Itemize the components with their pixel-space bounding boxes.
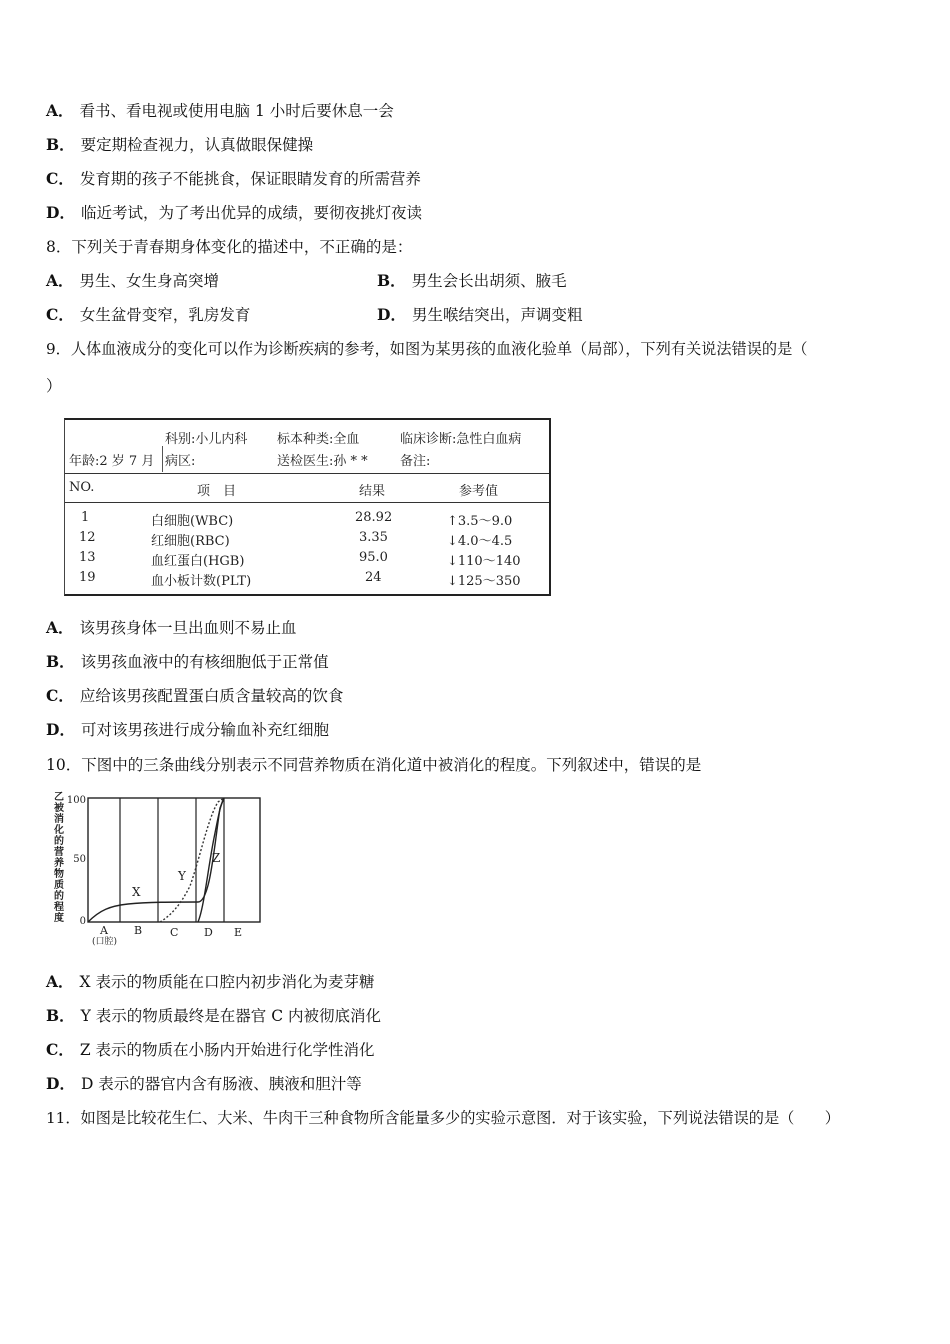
y-axis-label-char: 度: [54, 913, 64, 924]
q8-option-a: A． 男生、女生身高突增: [46, 271, 220, 290]
table-divider: [162, 446, 163, 472]
curve-label-z: Z: [212, 851, 221, 865]
blood-test-table: [64, 418, 551, 596]
table-row-item: 白细胞(WBC): [151, 514, 234, 529]
table-dept: 科别:小儿内科: [165, 432, 248, 447]
table-row-item: 血小板计数(PLT): [151, 574, 252, 589]
table-row-ref: ↑3.5～9.0: [447, 514, 513, 529]
y-axis-label-char: 的: [54, 891, 64, 902]
q7-option-b: B． 要定期检查视力，认真做眼保健操: [46, 135, 314, 154]
table-row-item: 血红蛋白(HGB): [151, 554, 245, 569]
table-row-no: 13: [79, 550, 96, 565]
table-row-result: 28.92: [355, 510, 393, 525]
table-ward: 病区:: [165, 454, 196, 469]
y-tick-50: 50: [73, 854, 86, 865]
section-label-b: B: [134, 924, 143, 937]
table-row-result: 24: [365, 570, 382, 585]
y-axis-label-char: 物: [54, 869, 64, 880]
table-row-result: 95.0: [359, 550, 388, 565]
table-row-ref: ↓125～350: [447, 574, 521, 589]
table-header-result: 结果: [359, 484, 386, 499]
section-label-e: E: [234, 926, 243, 939]
q7-option-d: D． 临近考试，为了考出优异的成绩，要彻夜挑灯夜读: [46, 203, 422, 222]
q8-option-b: B． 男生会长出胡须、腋毛: [377, 271, 567, 290]
table-row-no: 19: [79, 570, 96, 585]
table-age: 年龄:2 岁 7 月: [69, 454, 155, 469]
y-axis-label-char: 化: [54, 825, 64, 836]
table-rule-top: [65, 473, 549, 474]
q11-stem: 11．如图是比较花生仁、大米、牛肉干三种食物所含能量多少的实验示意图．对于该实验，下列说法错误的是（ ）: [46, 1109, 840, 1127]
table-rule-header: [65, 502, 549, 503]
q8-option-d: D． 男生喉结突出，声调变粗: [377, 305, 583, 324]
y-tick-100: 100: [66, 795, 86, 806]
curve-label-y: Y: [178, 869, 186, 883]
q9-option-c: C． 应给该男孩配置蛋白质含量较高的饮食: [46, 686, 344, 705]
y-axis-label-char: 被: [54, 803, 64, 814]
y-axis-label: [53, 791, 65, 924]
table-diagnosis: 临床诊断:急性白血病: [400, 432, 522, 447]
section-label-c: C: [170, 926, 179, 939]
table-row-result: 3.35: [359, 530, 388, 545]
q8-option-c: C． 女生盆骨变窄，乳房发育: [46, 305, 251, 324]
y-axis-label-char: 乙: [54, 792, 64, 803]
y-axis-label-char: 程: [54, 902, 64, 913]
y-axis-label-char: 的: [54, 836, 64, 847]
q9-stem-line1: 9．人体血液成分的变化可以作为诊断疾病的参考，如图为某男孩的血液化验单（局部），下列有关说法错误的是（: [46, 340, 808, 358]
q10-option-c: C． Z 表示的物质在小肠内开始进行化学性消化: [46, 1040, 375, 1059]
section-label-d: D: [204, 926, 213, 939]
mouth-label: (口腔): [92, 937, 118, 947]
y-axis-label-char: 养: [54, 858, 64, 869]
table-sample: 标本种类:全血: [277, 432, 360, 447]
q8-stem: 8．下列关于青春期身体变化的描述中，不正确的是：: [46, 238, 413, 256]
table-remark: 备注:: [400, 454, 431, 469]
table-row-item: 红细胞(RBC): [151, 534, 230, 549]
q9-option-b: B． 该男孩血液中的有核细胞低于正常值: [46, 652, 329, 671]
curve-x: [88, 798, 224, 922]
q10-stem: 10．下图中的三条曲线分别表示不同营养物质在消化道中被消化的程度。下列叙述中，错误的是: [46, 756, 702, 774]
table-row-ref: ↓110～140: [447, 554, 521, 569]
q9-option-a: A． 该男孩身体一旦出血则不易止血: [46, 618, 297, 637]
q7-option-c: C． 发育期的孩子不能挑食，保证眼睛发育的所需营养: [46, 169, 421, 188]
table-row-no: 1: [81, 510, 90, 525]
q9-option-d: D． 可对该男孩进行成分输血补充红细胞: [46, 720, 329, 739]
y-axis-label-char: 消: [54, 814, 64, 825]
table-doctor: 送检医生:孙 * *: [277, 454, 368, 469]
y-axis-label-char: 质: [54, 880, 64, 891]
q9-stem-line2: ）: [46, 377, 62, 395]
digestion-chart: [48, 788, 268, 948]
q7-option-a: A． 看书、看电视或使用电脑 1 小时后要休息一会: [46, 101, 394, 120]
table-header-no: NO.: [69, 480, 95, 495]
y-axis-label-char: 营: [54, 847, 64, 858]
table-header-item: 项 目: [197, 484, 237, 499]
plot-frame: [88, 798, 260, 922]
q10-option-a: A． X 表示的物质能在口腔内初步消化为麦芽糖: [46, 972, 375, 991]
section-label-a: A: [100, 924, 108, 937]
curve-label-x: X: [132, 885, 141, 899]
table-header-ref: 参考值: [459, 484, 499, 499]
table-row-ref: ↓4.0～4.5: [447, 534, 513, 549]
y-tick-0: 0: [79, 916, 86, 927]
table-row-no: 12: [79, 530, 96, 545]
q10-option-b: B． Y 表示的物质最终是在器官 C 内被彻底消化: [46, 1006, 381, 1025]
q10-option-d: D． D 表示的器官内含有肠液、胰液和胆汁等: [46, 1074, 362, 1093]
